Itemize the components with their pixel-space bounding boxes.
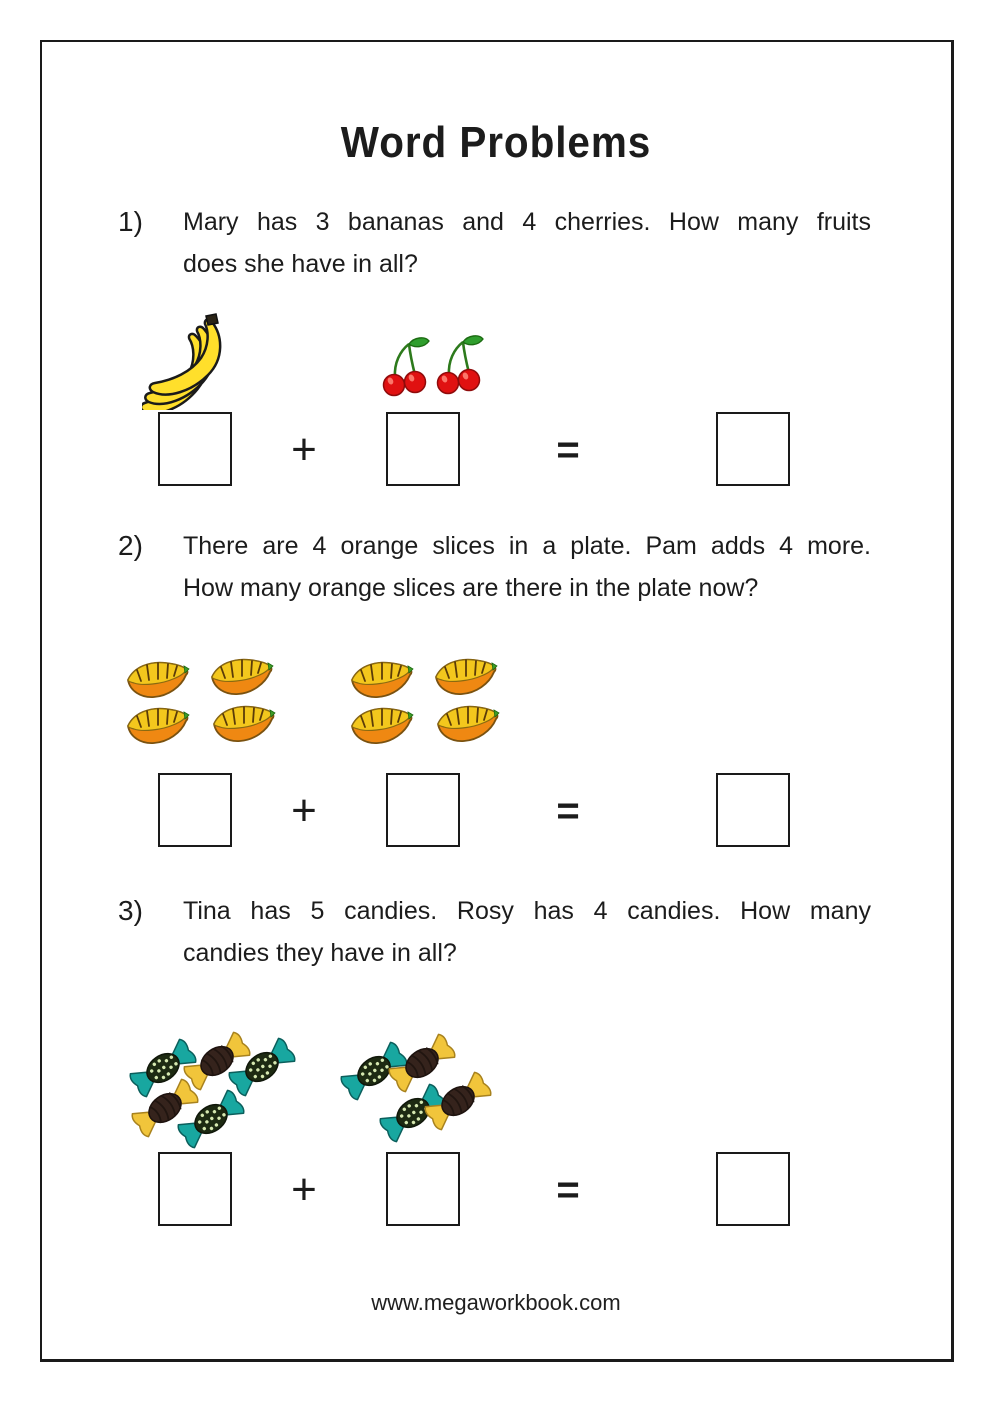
answer-box[interactable] [158, 773, 232, 847]
problem-2-line1: There are 4 orange slices in a plate. Pam adds 4 more. [183, 532, 871, 560]
equals-sign: = [556, 789, 580, 833]
problem-3-line1: Tina has 5 candies. Rosy has 4 candies. How many [183, 897, 871, 925]
orange-slices-icon [116, 654, 298, 756]
plus-sign: + [291, 786, 317, 835]
problem-1-line2: does she have in all? [183, 250, 418, 278]
website-footer: www.megaworkbook.com [371, 1290, 621, 1315]
plus-sign: + [291, 425, 317, 474]
problem-2-line2: How many orange slices are there in the plate now? [183, 574, 759, 602]
candies-icon [336, 1024, 506, 1154]
banana-bunch-icon [142, 312, 248, 410]
problem-2-number: 2) [118, 530, 143, 561]
answer-box[interactable] [716, 773, 790, 847]
problem-1-line1: Mary has 3 bananas and 4 cherries. How many fruits [183, 208, 871, 236]
equals-sign: = [556, 428, 580, 472]
cherries-icon [381, 332, 491, 400]
problem-3-line2: candies they have in all? [183, 939, 457, 967]
problem-3-text [183, 890, 871, 974]
answer-box[interactable] [386, 773, 460, 847]
answer-box[interactable] [386, 1152, 460, 1226]
problem-2-text [183, 525, 871, 609]
orange-slices-icon [340, 654, 522, 756]
problem-1-number: 1) [118, 206, 143, 237]
answer-box[interactable] [158, 1152, 232, 1226]
answer-box[interactable] [158, 412, 232, 486]
problem-1-text [183, 201, 871, 285]
equals-sign: = [556, 1168, 580, 1212]
answer-box[interactable] [716, 412, 790, 486]
plus-sign: + [291, 1165, 317, 1214]
problem-3-number: 3) [118, 895, 143, 926]
answer-box[interactable] [386, 412, 460, 486]
page-title: Word Problems [340, 118, 652, 167]
answer-box[interactable] [716, 1152, 790, 1226]
